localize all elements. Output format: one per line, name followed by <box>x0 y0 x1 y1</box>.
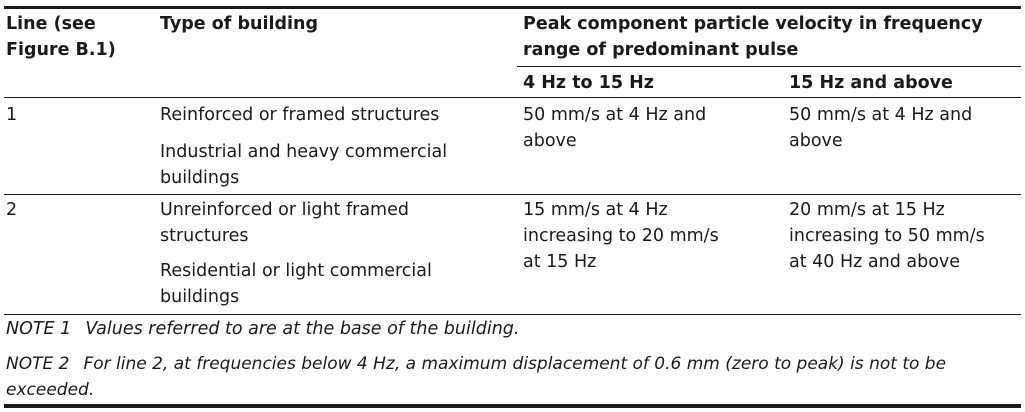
note-2-text-cont: exceeded. <box>6 380 95 400</box>
header-velocity-col: Peak component particle velocity in frequency range of predominant pulse <box>523 14 983 60</box>
header-sub-high: 15 Hz and above <box>789 73 953 93</box>
note-1-tag: NOTE 1 <box>6 319 72 339</box>
row1-line: 1 <box>6 105 18 125</box>
row2-line: 2 <box>6 200 18 220</box>
header-line-col: Line (see Figure B.1) <box>6 14 116 60</box>
header-type-col: Type of building <box>160 14 318 34</box>
row1-bottom-rule <box>4 194 1021 195</box>
note-1 <box>6 316 519 342</box>
top-thick-rule <box>4 6 1021 9</box>
note-2-tag: NOTE 2 <box>6 354 70 374</box>
row2-low: 15 mm/s at 4 Hz increasing to 20 mm/s at 15 Hz <box>523 200 719 272</box>
row1-type-b: Industrial and heavy commercial buildings <box>160 142 448 188</box>
note-1-text: Values referred to are at the base of the building. <box>85 319 520 339</box>
bottom-thick-rule <box>4 404 1021 408</box>
row2-type-b: Residential or light commercial buildings <box>160 261 432 307</box>
header-bottom-rule <box>4 97 1021 98</box>
row1-high: 50 mm/s at 4 Hz and above <box>789 105 973 151</box>
row2-high: 20 mm/s at 15 Hz increasing to 50 mm/s at 40 Hz and above <box>789 200 985 272</box>
note-2 <box>6 351 946 403</box>
row2-bottom-rule <box>4 314 1021 315</box>
row1-type-a: Reinforced or framed structures <box>160 105 440 125</box>
header-sub-low: 4 Hz to 15 Hz <box>523 73 654 93</box>
note-2-text: For line 2, at frequencies below 4 Hz, a maximum displacement of 0.6 mm (zero to peak) is not to be <box>83 354 947 374</box>
row1-low: 50 mm/s at 4 Hz and above <box>523 105 707 151</box>
subheader-rule <box>517 66 1021 67</box>
row2-type-a: Unreinforced or light framed structures <box>160 200 409 246</box>
